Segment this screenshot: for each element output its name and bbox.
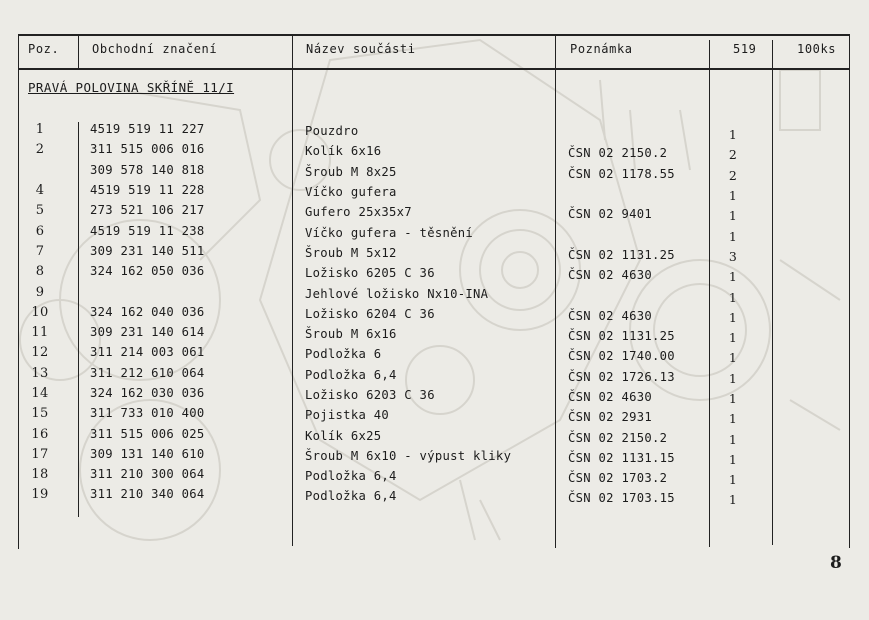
cell-code: 311 515 006 016 bbox=[90, 142, 205, 156]
cell-poz: 14 bbox=[31, 386, 49, 401]
table-row bbox=[0, 406, 869, 426]
cell-note: ČSN 02 1178.55 bbox=[568, 167, 675, 181]
cell-name: Podložka 6,4 bbox=[305, 368, 397, 382]
cell-qty: 1 bbox=[728, 229, 738, 244]
header-note: Poznámka bbox=[570, 42, 633, 56]
cell-note: ČSN 02 4630 bbox=[568, 268, 653, 282]
cell-code: 324 162 030 036 bbox=[90, 386, 205, 400]
cell-name: Pojistka 40 bbox=[305, 408, 390, 422]
cell-name: Šroub M 6x10 - výpust kliky bbox=[305, 449, 512, 463]
cell-note: ČSN 02 1726.13 bbox=[568, 370, 675, 384]
table-row bbox=[0, 142, 869, 162]
cell-name: Ložisko 6204 C 36 bbox=[305, 307, 435, 321]
cell-poz: 15 bbox=[31, 406, 49, 421]
header-divider bbox=[78, 34, 79, 68]
cell-note: ČSN 02 1131.25 bbox=[568, 329, 675, 343]
cell-qty: 1 bbox=[728, 472, 738, 487]
cell-qty: 1 bbox=[728, 208, 738, 223]
cell-name: Podložka 6,4 bbox=[305, 489, 397, 503]
cell-code: 324 162 050 036 bbox=[90, 264, 205, 278]
cell-name: Pouzdro bbox=[305, 124, 359, 138]
cell-poz: 2 bbox=[35, 142, 45, 157]
cell-qty: 1 bbox=[728, 391, 738, 406]
cell-poz: 4 bbox=[35, 183, 45, 198]
cell-qty: 1 bbox=[728, 330, 738, 345]
cell-poz: 11 bbox=[31, 325, 49, 340]
cell-code: 4519 519 11 227 bbox=[90, 122, 205, 136]
cell-qty: 1 bbox=[728, 492, 738, 507]
cell-code: 309 131 140 610 bbox=[90, 447, 205, 461]
cell-name: Víčko gufera - těsnění bbox=[305, 226, 474, 240]
cell-name: Šroub M 8x25 bbox=[305, 165, 397, 179]
cell-code: 4519 519 11 238 bbox=[90, 224, 205, 238]
cell-poz: 6 bbox=[35, 224, 45, 239]
cell-qty: 1 bbox=[728, 188, 738, 203]
cell-poz: 8 bbox=[35, 264, 45, 279]
cell-qty: 3 bbox=[728, 249, 738, 264]
table-row bbox=[0, 203, 869, 223]
cell-note: ČSN 02 4630 bbox=[568, 390, 653, 404]
cell-name: Jehlové ložisko Nx10-INA bbox=[305, 287, 489, 301]
cell-poz: 16 bbox=[31, 427, 49, 442]
cell-note: ČSN 02 2931 bbox=[568, 410, 653, 424]
cell-poz: 1 bbox=[35, 122, 45, 137]
cell-qty: 1 bbox=[728, 350, 738, 365]
cell-name: Podložka 6,4 bbox=[305, 469, 397, 483]
cell-code: 309 231 140 511 bbox=[90, 244, 205, 258]
cell-code: 273 521 106 217 bbox=[90, 203, 205, 217]
cell-qty: 1 bbox=[728, 452, 738, 467]
header-name: Název součásti bbox=[306, 42, 416, 56]
cell-poz: 7 bbox=[35, 244, 45, 259]
table-row bbox=[0, 427, 869, 447]
cell-poz: 18 bbox=[31, 467, 49, 482]
cell-poz: 10 bbox=[31, 305, 49, 320]
cell-code: 311 210 300 064 bbox=[90, 467, 205, 481]
table-row bbox=[0, 285, 869, 305]
cell-code: 324 162 040 036 bbox=[90, 305, 205, 319]
table-row bbox=[0, 183, 869, 203]
cell-qty: 1 bbox=[728, 127, 738, 142]
cell-poz: 19 bbox=[31, 487, 49, 502]
table-row bbox=[0, 487, 869, 507]
cell-code: 309 231 140 614 bbox=[90, 325, 205, 339]
cell-note: ČSN 02 2150.2 bbox=[568, 431, 668, 445]
table-row bbox=[0, 467, 869, 487]
section-title: PRAVÁ POLOVINA SKŘÍNĚ 11/I bbox=[28, 80, 235, 95]
table-row bbox=[0, 386, 869, 406]
table-row bbox=[0, 163, 869, 183]
cell-name: Kolík 6x16 bbox=[305, 144, 382, 158]
cell-qty: 2 bbox=[728, 147, 738, 162]
table-row bbox=[0, 122, 869, 142]
cell-code: 311 733 010 400 bbox=[90, 406, 205, 420]
cell-code: 311 210 340 064 bbox=[90, 487, 205, 501]
header-bottom-border bbox=[18, 68, 850, 70]
table-row bbox=[0, 264, 869, 284]
cell-name: Gufero 25x35x7 bbox=[305, 205, 412, 219]
cell-poz: 13 bbox=[31, 366, 49, 381]
table-top-border bbox=[18, 34, 850, 36]
table-row bbox=[0, 447, 869, 467]
cell-name: Víčko gufera bbox=[305, 185, 397, 199]
cell-poz: 12 bbox=[31, 345, 49, 360]
header-code: Obchodní značení bbox=[92, 42, 218, 56]
cell-poz: 17 bbox=[31, 447, 49, 462]
cell-note: ČSN 02 4630 bbox=[568, 309, 653, 323]
cell-note: ČSN 02 1703.15 bbox=[568, 491, 675, 505]
cell-note: ČSN 02 1131.15 bbox=[568, 451, 675, 465]
cell-note: ČSN 02 2150.2 bbox=[568, 146, 668, 160]
cell-name: Šroub M 5x12 bbox=[305, 246, 397, 260]
header-poz: Poz. bbox=[28, 42, 60, 56]
cell-name: Kolík 6x25 bbox=[305, 429, 382, 443]
cell-code: 309 578 140 818 bbox=[90, 163, 205, 177]
table-row bbox=[0, 345, 869, 365]
page-number: 8 bbox=[830, 553, 842, 573]
table-row bbox=[0, 244, 869, 264]
cell-poz: 9 bbox=[35, 285, 45, 300]
cell-note: ČSN 02 1740.00 bbox=[568, 349, 675, 363]
cell-name: Šroub M 6x16 bbox=[305, 327, 397, 341]
cell-qty: 1 bbox=[728, 371, 738, 386]
cell-code: 4519 519 11 228 bbox=[90, 183, 205, 197]
cell-name: Ložisko 6203 C 36 bbox=[305, 388, 435, 402]
cell-qty: 1 bbox=[728, 310, 738, 325]
cell-note: ČSN 02 9401 bbox=[568, 207, 653, 221]
cell-code: 311 212 610 064 bbox=[90, 366, 205, 380]
cell-note: ČSN 02 1131.25 bbox=[568, 248, 675, 262]
cell-qty: 2 bbox=[728, 168, 738, 183]
cell-qty: 1 bbox=[728, 411, 738, 426]
cell-name: Podložka 6 bbox=[305, 347, 382, 361]
cell-note: ČSN 02 1703.2 bbox=[568, 471, 668, 485]
table-row bbox=[0, 366, 869, 386]
cell-qty: 1 bbox=[728, 290, 738, 305]
table-row bbox=[0, 305, 869, 325]
cell-qty: 1 bbox=[728, 432, 738, 447]
cell-qty: 1 bbox=[728, 269, 738, 284]
cell-name: Ložisko 6205 C 36 bbox=[305, 266, 435, 280]
cell-code: 311 515 006 025 bbox=[90, 427, 205, 441]
header-per: 100ks bbox=[797, 42, 837, 56]
cell-poz: 5 bbox=[35, 203, 45, 218]
table-row bbox=[0, 224, 869, 244]
cell-code: 311 214 003 061 bbox=[90, 345, 205, 359]
header-model: 519 bbox=[733, 42, 757, 56]
table-row bbox=[0, 325, 869, 345]
